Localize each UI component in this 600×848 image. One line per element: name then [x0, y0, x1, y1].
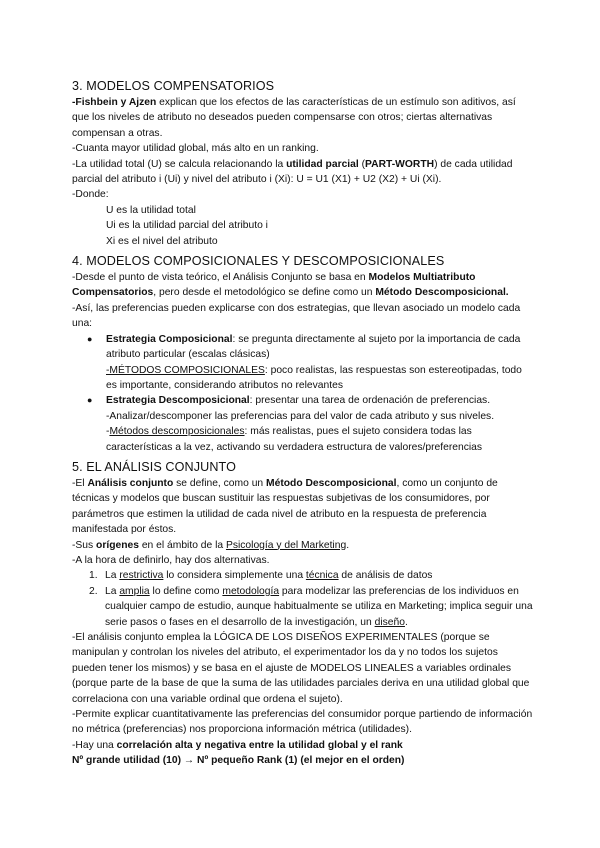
- document-page: [72, 78, 534, 769]
- s5-paragraph-1: -El Análisis conjunto se define, como un Método Descomposicional, como un conjunto de técnicas y modelos que buscan sustituir las respuestas subjetivas de los consumidores, por parámetros que estimen la utilidad de cada nivel de atributo en la respuesta de preferencia manifestada por éstos.: [72, 477, 498, 536]
- s3-def-2: Ui es la utilidad parcial del atributo i: [106, 220, 268, 232]
- s5-paragraph-7: Nº grande utilidad (10) → Nº pequeño Rank (1) (el mejor en el orden): [72, 755, 405, 767]
- s5-paragraph-4: -El análisis conjunto emplea la LÓGICA DE LOS DISEÑOS EXPERIMENTALES (porque se manipulan y controlan los niveles del atributo, el experimentador los da y no todos los sujetos pueden tener los mismos) y se basa en el ajuste de MODELOS LINEALES a variables ordinales (porque parte de la base de que la suma de las utilidades parciales deriva en una utilidad global que correlaciona con una variable ordinal que ordena el sujeto).: [72, 632, 530, 705]
- list-item: ● Estrategia Descomposicional: presentar una tarea de ordenación de preferencias. -Analizar/descomponer las preferencias para del valor de cada atributo y sus niveles. -Métodos descomposicionales: más realistas, pues el sujeto considera todas las características a la vez, activando su verdadera estructura de valores/preferencias: [87, 395, 495, 453]
- s4-paragraph-1: -Desde el punto de vista teórico, el Análisis Conjunto se basa en Modelos Multiatributo Compensatorios, pero desde el metodológico se define como un Método Descomposicional.: [72, 272, 509, 299]
- s3-paragraph-3: -La utilidad total (U) se calcula relacionando la utilidad parcial (PART-WORTH) de cada utilidad parcial del atributo i (Ui) y nivel del atributo i (Xi): U = U1 (X1) + U2 (X2) + Ui (Xi).: [72, 158, 513, 186]
- s4-metodos-descomposicionales: Métodos descomposicionales: [109, 426, 245, 438]
- s5-alternatives-list: [72, 568, 534, 630]
- s3-paragraph-1: -Fishbein y Ajzen explican que los efectos de las características de un estímulo son aditivos, así que los niveles de atributo no deseados pueden compensarse con otros; ciertas alternativas compensan a otras.: [72, 97, 516, 139]
- s5-paragraph-2: -Sus orígenes en el ámbito de la Psicología y del Marketing.: [72, 539, 350, 551]
- section-4-title: 4. MODELOS COMPOSICIONALES Y DESCOMPOSICIONALES: [72, 254, 445, 269]
- s4-paragraph-2: -Así, las preferencias pueden explicarse con dos estrategias, que llevan asociado un modelo cada una:: [72, 302, 521, 330]
- s3-paragraph-2: -Cuanta mayor utilidad global, más alto en un ranking.: [72, 143, 319, 155]
- s3-fishbein-ajzen: -Fishbein y Ajzen: [72, 97, 157, 108]
- bullet-icon: ●: [87, 395, 93, 406]
- list-item: 2. La amplia lo define como metodología para modelizar las preferencias de los individuos en cualquier campo de estudio, aunque habitualmente se utiliza en Marketing; implica seguir una serie pasos o fases en el desarrollo de la investigación, un diseño.: [89, 585, 533, 628]
- s4-metodos-composicionales: -MÉTODOS COMPOSICIONALES: [106, 364, 265, 376]
- s3-def-3: Xi es el nivel del atributo: [106, 235, 218, 247]
- list-item: 1. La restrictiva lo considera simplemente una técnica de análisis de datos: [89, 570, 433, 582]
- s3-paragraph-4: -Donde:: [72, 189, 109, 201]
- bullet-icon: ●: [87, 333, 93, 344]
- s5-paragraph-6: -Hay una correlación alta y negativa entre la utilidad global y el rank: [72, 739, 403, 751]
- section-5-title: 5. EL ANÁLISIS CONJUNTO: [72, 459, 236, 474]
- section-3-title: 3. MODELOS COMPENSATORIOS: [72, 79, 275, 93]
- s3-def-1: U es la utilidad total: [106, 204, 196, 216]
- s4-strategy-list: [72, 332, 534, 455]
- s5-paragraph-5: -Permite explicar cuantitativamente las preferencias del consumidor porque partiendo de información no métrica (preferencias) nos proporciona información métrica (utilidades).: [72, 709, 533, 736]
- s5-paragraph-3: -A la hora de definirlo, hay dos alternativas.: [72, 554, 270, 566]
- list-item: ● Estrategia Composicional: se pregunta directamente al sujeto por la importancia de cada atributo particular (escalas clásicas) -MÉTODOS COMPOSICIONALES: poco realistas, las respuestas son estereotipadas, todo es importante, considerando atributos no relevantes: [87, 333, 522, 391]
